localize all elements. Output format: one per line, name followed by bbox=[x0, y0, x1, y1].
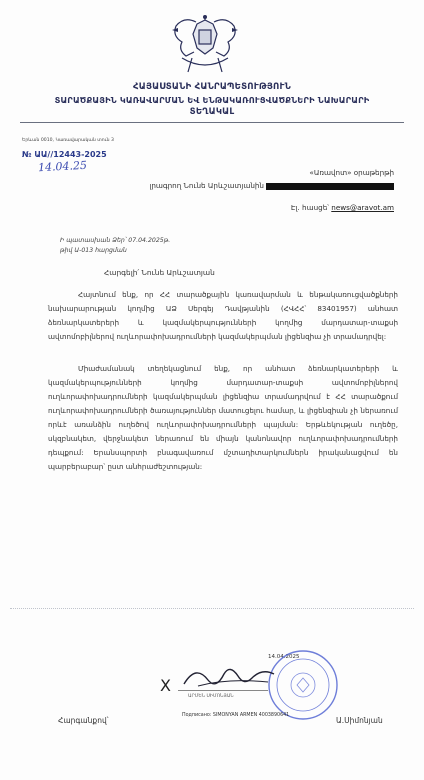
header-line-1: ՀԱՅԱՍՏԱՆԻ ՀԱՆՐԱՊԵՏՈՒԹՅՈՒՆ bbox=[133, 82, 291, 92]
recipient-email-line bbox=[291, 203, 394, 212]
body-paragraph-1 bbox=[48, 288, 398, 344]
salutation: Հարգելի՛ Նունե Արևշատյան bbox=[104, 268, 215, 277]
sender-name: Ա.Սիմոնյան bbox=[336, 716, 383, 725]
response-line-1: Ի պատասխան Ձեր՝ 07.04.2025թ. bbox=[60, 237, 171, 244]
reference-number: № ԱԱ//12443-2025 bbox=[22, 150, 107, 159]
redaction-bar bbox=[266, 183, 394, 190]
paragraph-text: Միաժամանակ տեղեկացնում ենք, որ անհատ ձեռնարկատերերի և կազմակերպությունների կողմից մարդատար-տաքսի ավտոմոբիլներով ուղևորափոխադրումների կազմակերպման լիցենզիա տրամադրվում է ՀՀ տարածքում ուղևորափոխադրումների ծառայություններ մատուցելու համար, և լիցենզիան չի ներառում որևէ առանձին ուղեծով ուղևորափոխադրումների պայման: Երթևեկության ուղեծը, սկզբնակետ, վերջնակետ ներառում են միայն կանոնավոր ուղևորափոխադրումների դեպքում: Երանսպորտի բնագավառում մշտադիտարկումներն իրականացվում են պարբերաբար՝ ըստ անհրաժեշտության: bbox=[48, 364, 398, 471]
ministry-address: Երևան 0010, Կառավարական տուն 3 bbox=[22, 138, 114, 143]
signature-line bbox=[178, 690, 268, 691]
handwritten-date: 14.04.25 bbox=[37, 158, 88, 175]
recipient-line-2 bbox=[149, 181, 394, 190]
signature-date: 14.04.2025 bbox=[268, 654, 300, 660]
paragraph-text: Հայտնում ենք, որ ՀՀ տարածքային կառավարման և ենթակառուցվածքների նախարարության կողմից ԱՁ Սերգեյ Դավթյանին (ՀՎՀՀ՝ 83401957) անհատ ձեռնարկատերերի և կազմակերպությունների կողմից մարդատար-տաքսի ավտոմոբիլներով ուղևորափոխադրումների կազմակերպման լիցենզիա չի տրամադրվել: bbox=[48, 290, 398, 341]
closing-regards: Հարգանքով՝ bbox=[58, 716, 109, 725]
response-line-2: թիվ Ա-013 հարցման bbox=[60, 247, 127, 254]
email-label: Էլ. հասցե՝ bbox=[290, 203, 329, 212]
header-divider bbox=[20, 122, 404, 123]
coat-of-arms-icon bbox=[168, 14, 242, 78]
page-fold-line bbox=[10, 608, 414, 609]
header-line-3: ՏԵՂԱԿԱԼ bbox=[189, 107, 235, 117]
email-link[interactable]: news@aravot.am bbox=[331, 203, 394, 212]
recipient-line-1: «Առավոտ» օրաթերթի bbox=[309, 168, 394, 177]
header-line-2: ՏԱՐԱԾՔԱՅԻՆ ԿԱՌԱՎԱՐՄԱՆ ԵՎ ԵՆԹԱԿԱՌՈՒՑՎԱԾՔՆԵՐԻ ՆԱԽԱՐԱՐԻ bbox=[54, 95, 370, 105]
digital-signature-note: Подписано: SIMONYAN ARMEN 4003890641 bbox=[182, 713, 290, 718]
recipient-name: լրագրող Նունե Արևշատյանին bbox=[149, 181, 264, 190]
body-paragraph-2 bbox=[48, 362, 398, 474]
signature-name-caption: ԱՐՄԵՆ ՍԻՄՈՆՅԱՆ bbox=[188, 694, 234, 699]
signature-x-mark: X bbox=[160, 676, 171, 695]
